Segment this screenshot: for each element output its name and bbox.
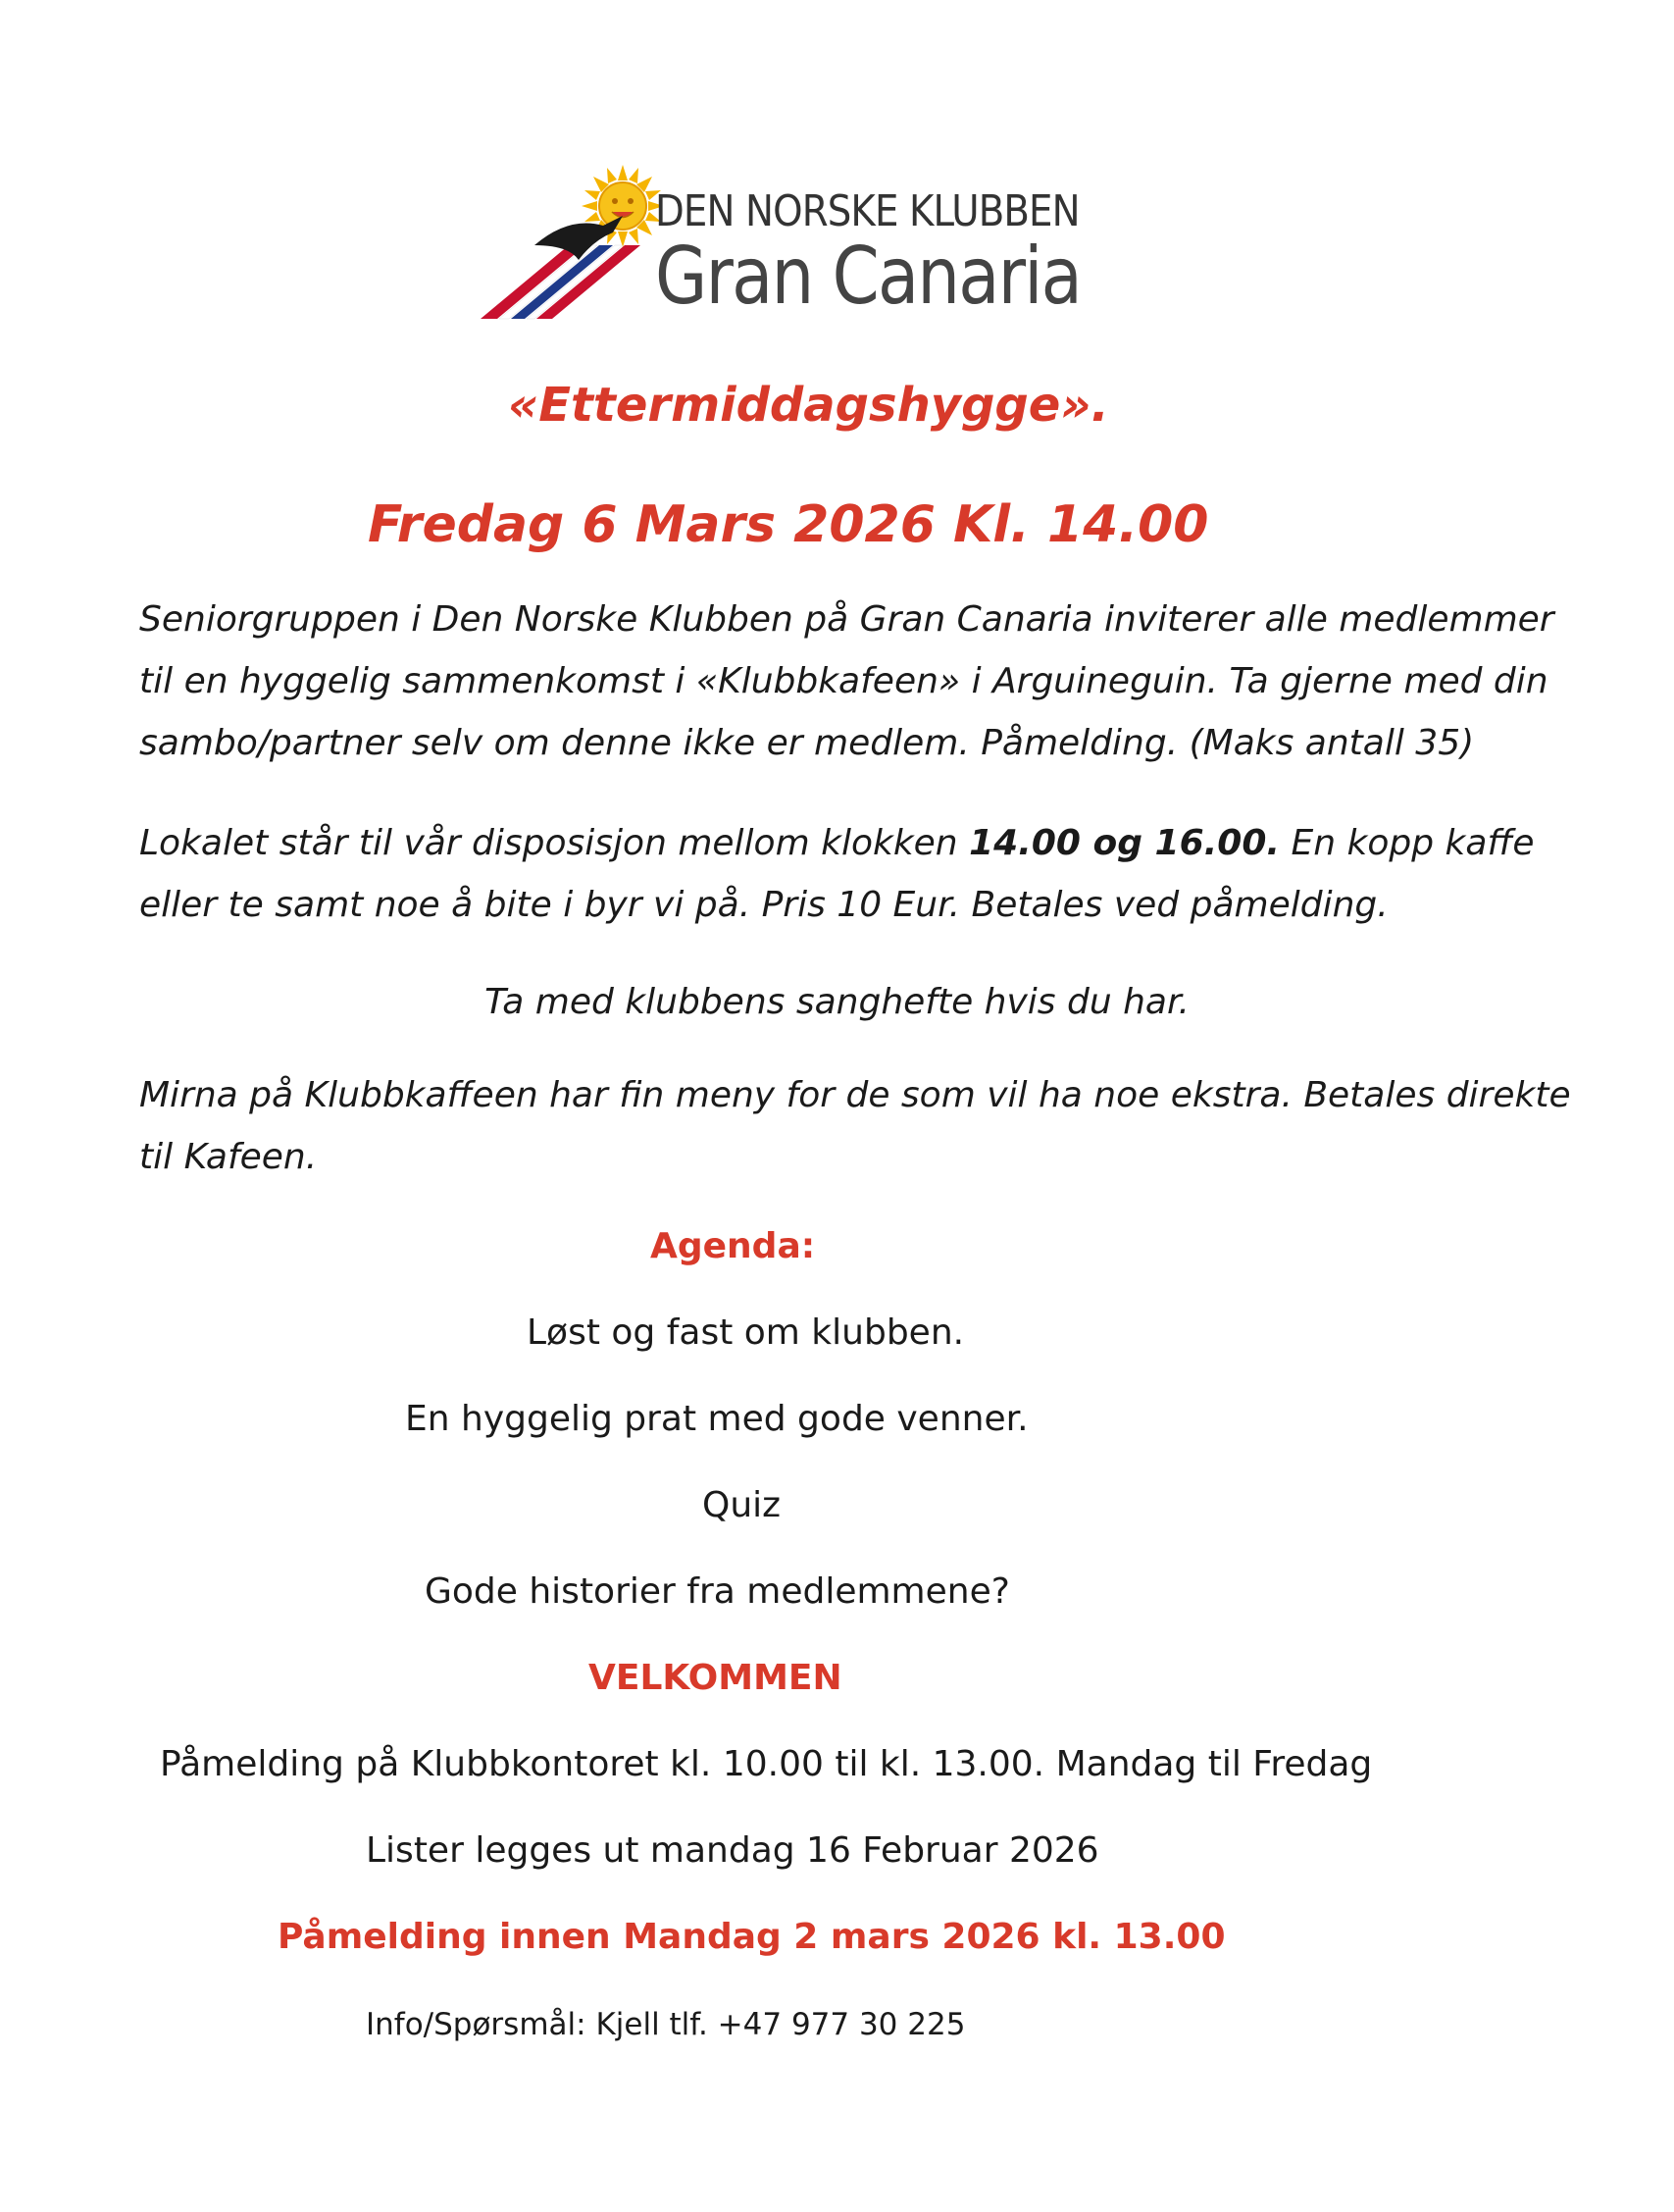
venue-paragraph [139, 812, 1581, 936]
intro-paragraph: Seniorgruppen i Den Norske Klubben på Gran Canaria inviterer alle medlemmer til en hyggelig sammenkomst i «Klubbkafeen» i Arguineguin. Ta gjerne med din sambo/partner selv om denne ikke er medlem. Påmelding. (Maks antall 35) [139, 599, 1554, 763]
flag-stripes-icon [481, 245, 640, 319]
agenda-heading: Agenda: [650, 1226, 816, 1266]
songbook-text: Ta med klubbens sanghefte hvis du har. [484, 982, 1190, 1022]
welcome-heading: VELKOMMEN [588, 1658, 842, 1698]
event-date: Fredag 6 Mars 2026 Kl. 14.00 [368, 495, 1209, 554]
venue-time-bold: 14.00 og 16.00. [969, 823, 1281, 863]
lists-info: Lister legges ut mandag 16 Februar 2026 [366, 1830, 1099, 1871]
agenda-item: Løst og fast om klubben. [527, 1312, 965, 1353]
logo-emblem-icon [476, 162, 662, 334]
contact-info: Info/Spørsmål: Kjell tlf. +47 977 30 225 [366, 2007, 966, 2042]
venue-text-before: Lokalet står til vår disposisjon mellom klokken [139, 823, 970, 863]
registration-info: Påmelding på Klubbkontoret kl. 10.00 til kl. 13.00. Mandag til Fredag [160, 1744, 1373, 1784]
venue-text-after: En kopp kaffe eller te samt noe å bite i byr vi på. Pris 10 Eur. Betales ved påmelding. [139, 823, 1535, 925]
agenda-item: Quiz [702, 1485, 782, 1525]
event-title: «Ettermiddagshygge». [508, 378, 1109, 433]
agenda-item: En hyggelig prat med gode venner. [405, 1399, 1029, 1439]
agenda-item: Gode historier fra medlemmene? [425, 1571, 1010, 1612]
logo-text-top: DEN NORSKE KLUBBEN [655, 186, 1080, 236]
menu-paragraph: Mirna på Klubbkaffeen har fin meny for de som vil ha noe ekstra. Betales direkte til Kafeen. [139, 1075, 1571, 1177]
songbook-note [0, 971, 1674, 1033]
logo-text-bottom: Gran Canaria [655, 231, 1082, 322]
club-logo [476, 162, 1082, 334]
registration-deadline: Påmelding innen Mandag 2 mars 2026 kl. 13.00 [278, 1917, 1226, 1957]
